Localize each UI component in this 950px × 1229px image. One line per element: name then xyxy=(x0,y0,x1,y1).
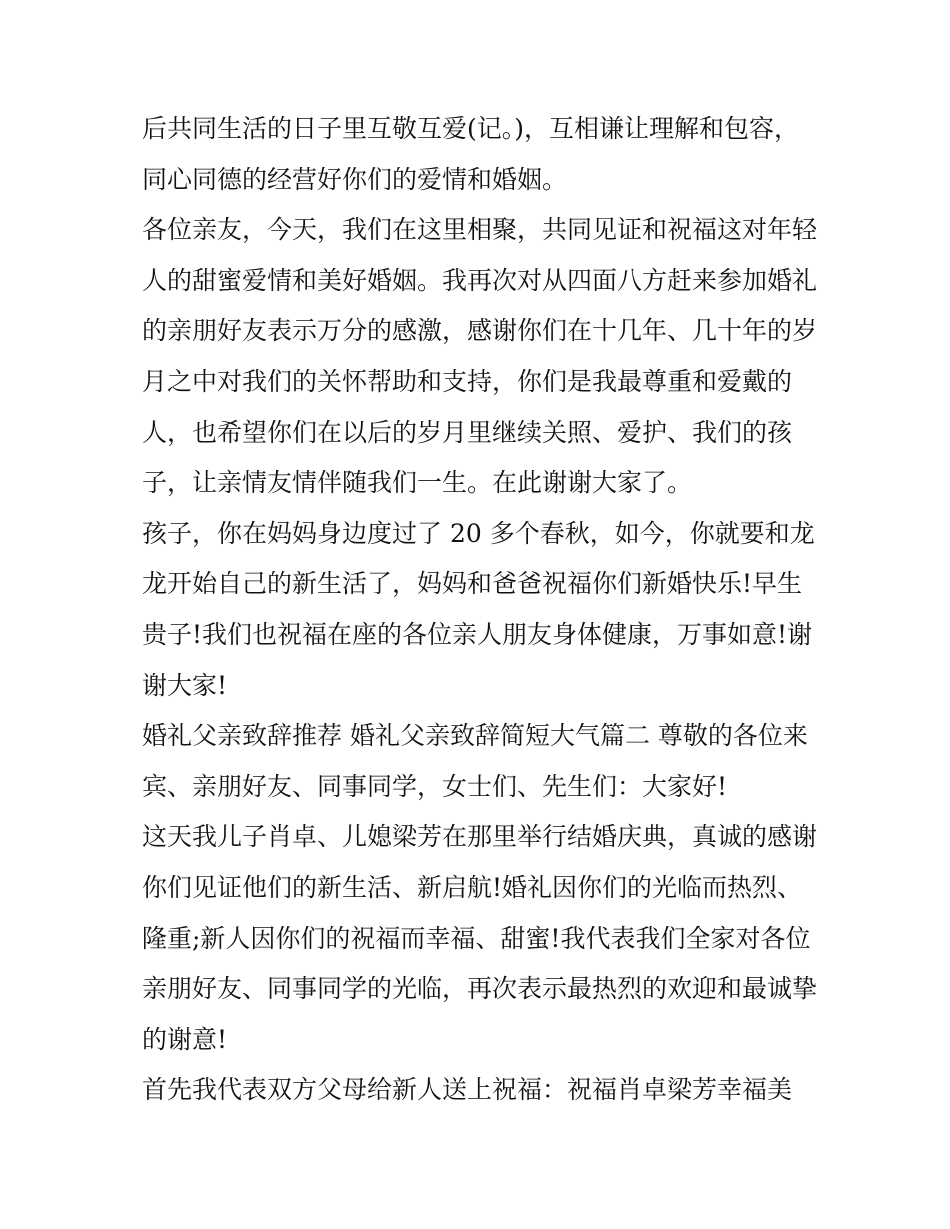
text-line: 婚礼父亲致辞推荐 婚礼父亲致辞简短大气篇二 尊敬的各位来 xyxy=(142,721,808,751)
text-line: 龙开始自己的新生活了，妈妈和爸爸祝福你们新婚快乐!早生 xyxy=(142,569,803,599)
text-line: 宾、亲朋好友、同事同学，女士们、先生们：大家好! xyxy=(142,771,728,801)
text-line: 月之中对我们的关怀帮助和支持，你们是我最尊重和爱戴的 xyxy=(142,366,793,396)
text-line: 贵子!我们也祝福在座的各位亲人朋友身体健康，万事如意!谢 xyxy=(142,619,813,649)
text-line: 人的甜蜜爱情和美好婚姻。我再次对从四面八方赶来参加婚礼 xyxy=(142,265,818,295)
text-line: 后共同生活的日子里互敬互爱(记。)，互相谦让理解和包容， xyxy=(142,114,800,143)
text-line: 各位亲友，今天，我们在这里相聚，共同见证和祝福这对年轻 xyxy=(142,215,818,245)
text-line: 同心同德的经营好你们的爱情和婚姻。 xyxy=(142,164,568,194)
text-line: 人，也希望你们在以后的岁月里继续关照、爱护、我们的孩 xyxy=(142,417,793,447)
text-line: 的谢意! xyxy=(142,1024,228,1054)
text-line: 亲朋好友、同事同学的光临，再次表示最热烈的欢迎和最诚挚 xyxy=(142,974,818,1004)
text-line: 孩子，你在妈妈身边度过了 20 多个春秋，如今，你就要和龙 xyxy=(142,518,815,548)
text-line: 首先我代表双方父母给新人送上祝福：祝福肖卓梁芳幸福美 xyxy=(142,1075,793,1105)
text-line: 这天我儿子肖卓、儿媳梁芳在那里举行结婚庆典，真诚的感谢 xyxy=(142,822,818,852)
document-body xyxy=(142,104,818,1116)
text-line: 你们见证他们的新生活、新启航!婚礼因你们的光临而热烈、 xyxy=(142,872,803,902)
text-line: 隆重;新人因你们的祝福而幸福、甜蜜!我代表我们全家对各位 xyxy=(142,923,811,953)
text-line: 谢大家! xyxy=(142,670,228,700)
text-line: 子，让亲情友情伴随我们一生。在此谢谢大家了。 xyxy=(142,468,693,498)
text-line: 的亲朋好友表示万分的感激，感谢你们在十几年、几十年的岁 xyxy=(142,316,818,346)
